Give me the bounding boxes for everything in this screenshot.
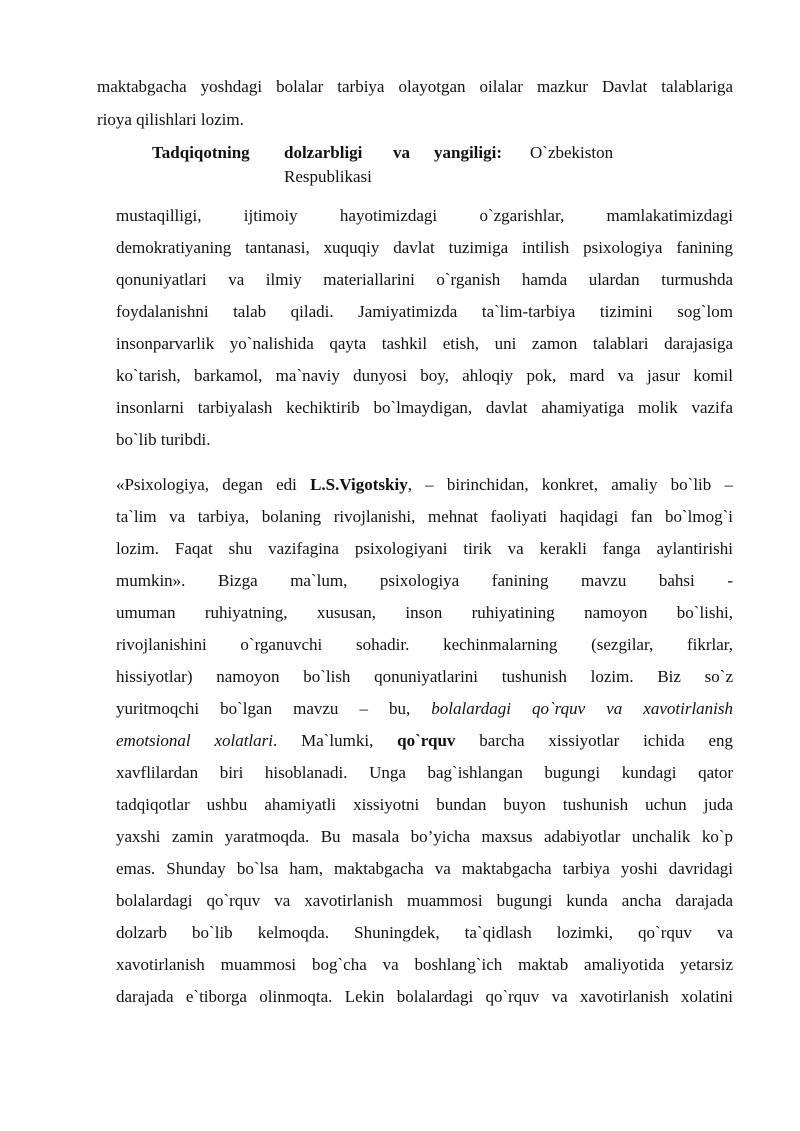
heading-word-4: yangiligi: (434, 143, 503, 162)
para1-line: mustaqilligi, ijtimoiy hayotimizdagi o`zgarishlar, mamlakatimizdagi (116, 206, 733, 225)
para2-text: . Ma`lumki, (273, 731, 374, 750)
para2-line-2: ta`lim va tarbiya, bolaning rivojlanishi, mehnat faoliyati haqidagi fan bo`lmog`i (116, 507, 733, 526)
para2-text: , – birinchidan, konkret, amaliy bo`lib – (407, 475, 734, 494)
para2-line-8 (116, 699, 733, 719)
para2-text: barcha xissiyotlar ichida eng (479, 731, 733, 750)
para1-line: insonlarni tarbiyalash kechiktirib bo`lmaydigan, davlat ahamiyatiga molik vazifa (116, 398, 733, 417)
heading-word-2: dolzarbligi (284, 143, 363, 162)
author-name: L.S.Vigotskiy (310, 475, 408, 494)
para2-line-3: lozim. Faqat shu vazifagina psixologiyani tirik va kerakli fanga aylantirishi (116, 539, 733, 558)
para2-line-17: darajada e`tiborga olinmoqta. Lekin bolalardagi qo`rquv va xavotirlanish xolatini (116, 987, 733, 1006)
para2-text: «Psixologiya, degan edi (116, 475, 297, 494)
para2-line-14: bolalardagi qo`rquv va xavotirlanish muammosi bugungi kunda ancha darajada (116, 891, 733, 910)
heading-word-5: O`zbekiston (530, 143, 614, 162)
intro-line-1: maktabgacha yoshdagi bolalar tarbiya olayotgan oilalar mazkur Davlat talablariga (97, 77, 733, 96)
heading-word-6: Respublikasi (284, 167, 372, 186)
para1-line: qonuniyatlari va ilmiy materiallarini o`rganish hamda ulardan turmushda (116, 270, 733, 289)
para1-line: demokratiyaning tantanasi, xuquqiy davlat tuzimiga intilish psixologiya fanining (116, 238, 733, 257)
para2-line-10: xavflilardan biri hisoblanadi. Unga bag`ishlangan bugungi kundagi qator (116, 763, 733, 782)
para1-line: bo`lib turibdi. (116, 430, 211, 449)
para1-line: ko`tarish, barkamol, ma`naviy dunyosi boy, ahloqiy pok, mard va jasur komil (116, 366, 733, 385)
para2-line-11: tadqiqotlar ushbu ahamiyatli xissiyotni bundan buyon tushunish uchun juda (116, 795, 733, 814)
para2-line-1 (116, 475, 733, 495)
bold-term: qo`rquv (397, 731, 456, 750)
para1-line: insonparvarlik yo`nalishida qayta tashkil etish, uni zamon talablari darajasiga (116, 334, 733, 353)
para2-line-5: umuman ruhiyatning, xususan, inson ruhiyatining namoyon bo`lishi, (116, 603, 733, 622)
italic-topic: emotsional xolatlari (116, 731, 273, 750)
para2-line-9 (116, 731, 733, 751)
para2-line-6: rivojlanishini o`rganuvchi sohadir. kechinmalarning (sezgilar, fikrlar, (116, 635, 733, 654)
para1-line: foydalanishni talab qiladi. Jamiyatimizda ta`lim-tarbiya tizimini sog`lom (116, 302, 733, 321)
para2-line-12: yaxshi zamin yaratmoqda. Bu masala bo’yicha maxsus adabiyotlar unchalik ko`p (116, 827, 733, 846)
para2-line-7: hissiyotlar) namoyon bo`lish qonuniyatlarini tushunish lozim. Biz so`z (116, 667, 733, 686)
italic-topic: bolalardagi qo`rquv va xavotirlanish (431, 699, 734, 718)
para2-line-4: mumkin». Bizga ma`lum, psixologiya fanining mavzu bahsi - (116, 571, 733, 590)
para2-line-15: dolzarb bo`lib kelmoqda. Shuningdek, ta`qidlash lozimki, qo`rquv va (116, 923, 733, 942)
heading-word-1: Tadqiqotning (152, 143, 250, 162)
para2-line-13: emas. Shunday bo`lsa ham, maktabgacha va maktabgacha tarbiya yoshi davridagi (116, 859, 733, 878)
para2-text: yuritmoqchi bo`lgan mavzu – bu, (116, 699, 411, 718)
para2-line-16: xavotirlanish muammosi bog`cha va boshlang`ich maktab amaliyotida yetarsiz (116, 955, 733, 974)
heading-word-3: va (393, 143, 410, 162)
intro-line-2: rioya qilishlari lozim. (97, 110, 244, 129)
